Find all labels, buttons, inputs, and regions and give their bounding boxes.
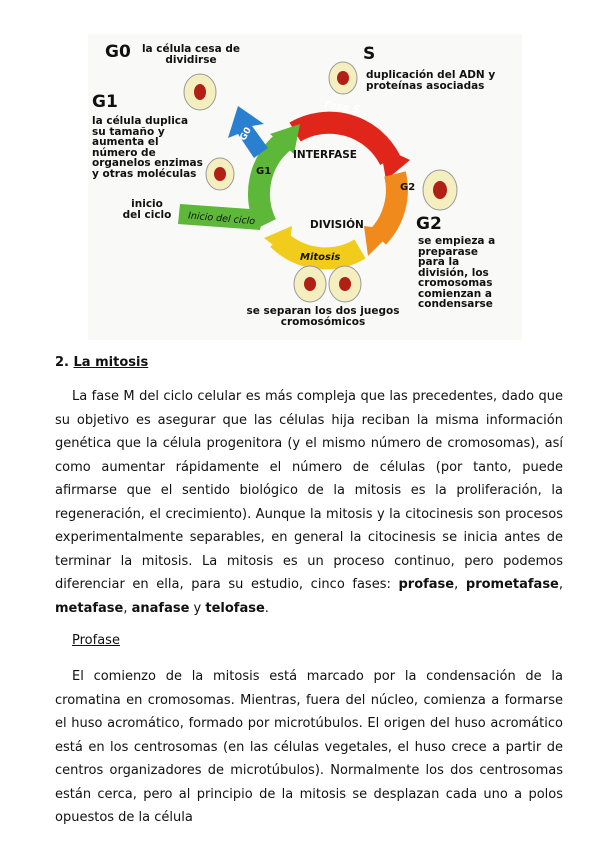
arc-label-g1: G1 (256, 166, 272, 177)
section-heading (55, 355, 148, 370)
phase-and: y (189, 600, 206, 616)
s-title: S (363, 44, 376, 64)
cell-daughter-left (294, 266, 326, 302)
cell-cycle-figure (88, 34, 522, 340)
arc-label-mitosis: Mitosis (300, 252, 341, 263)
g2-title: G2 (416, 214, 442, 234)
g1-title: G1 (92, 92, 118, 112)
paragraph-mitosis-intro (55, 385, 563, 620)
arrow-head-g2 (364, 226, 394, 256)
g0-desc: la célula cesa de dividirse (141, 43, 241, 66)
paragraph-end: . (264, 600, 269, 616)
center-label-division: DIVISIÓN (310, 219, 364, 231)
cell-daughter-right (329, 266, 361, 302)
arc-g2 (378, 174, 397, 237)
inicio-label: inicio del ciclo (122, 198, 172, 221)
phase-sep: , (123, 600, 132, 616)
section-title: La mitosis (73, 355, 149, 370)
separan-label: se separan los dos juegos cromosómicos (246, 305, 400, 328)
phase-profase: profase (398, 577, 455, 592)
cell-g1 (184, 74, 216, 110)
cell-g1-small (206, 158, 234, 190)
arc-label-g0: G0 (238, 125, 254, 143)
phase-metafase: metafase (55, 600, 124, 616)
arc-label-inicio: Inicio del ciclo (187, 210, 256, 228)
phase-sep: , (454, 577, 466, 592)
phase-telofase: telofase (205, 600, 265, 616)
phase-prometafase: prometafase (465, 577, 559, 592)
paragraph-text: La fase M del ciclo celular es más compleja que las precedentes, dado que su objetivo es asegurar que las células hija reciban la misma información genética que la célula progenitora (y el mismo número de cromosomas), así como aumentar rápidamente el número de células (por tanto, puede afirmarse que el sentido biológico de la mitosis es la proliferación, la regeneración, el crecimiento). Aunque la mitosis y la citocinesis son procesos experimentalmente separables, en general la citocinesis se inicia antes de terminar la mitosis. La mitosis es un proceso continuo, pero podemos diferenciar en ella, para su estudio, cinco fases: (55, 389, 563, 592)
section-number: 2. (55, 355, 69, 370)
arc-label-fase-s: Fase S (323, 99, 361, 116)
cell-s (329, 62, 357, 94)
s-desc: duplicación del ADN y proteínas asociadas (366, 69, 496, 92)
paragraph-profase: El comienzo de la mitosis está marcado por la condensación de la cromatina en cromosomas. Mientras, fuera del núcleo, comienza a formarse el huso acromático, formado por microtúbulos. El origen del huso acromático está en los centrosomas (en las células vegetales, el huso crece a partir de centros organizadores de microtúbulos). Normalmente los dos centrosomas están cerca, pero al principio de la mitosis se desplazan cada uno a polos opuestos de la célula (55, 669, 563, 825)
arc-label-g2: G2 (400, 182, 416, 193)
subheading-profase: Profase (72, 633, 120, 648)
phase-anafase: anafase (131, 600, 190, 616)
g2-desc: se empieza a preparase para la división, los cromosomas comienzan a condensarse (418, 235, 496, 310)
g0-title: G0 (105, 42, 131, 62)
g1-desc: la célula duplica su tamaño y aumenta el número de organelos enzimas y otras moléculas (92, 115, 203, 180)
cell-g2 (423, 170, 457, 210)
center-label-interfase: INTERFASE (293, 149, 357, 161)
phase-sep: , (558, 577, 564, 592)
